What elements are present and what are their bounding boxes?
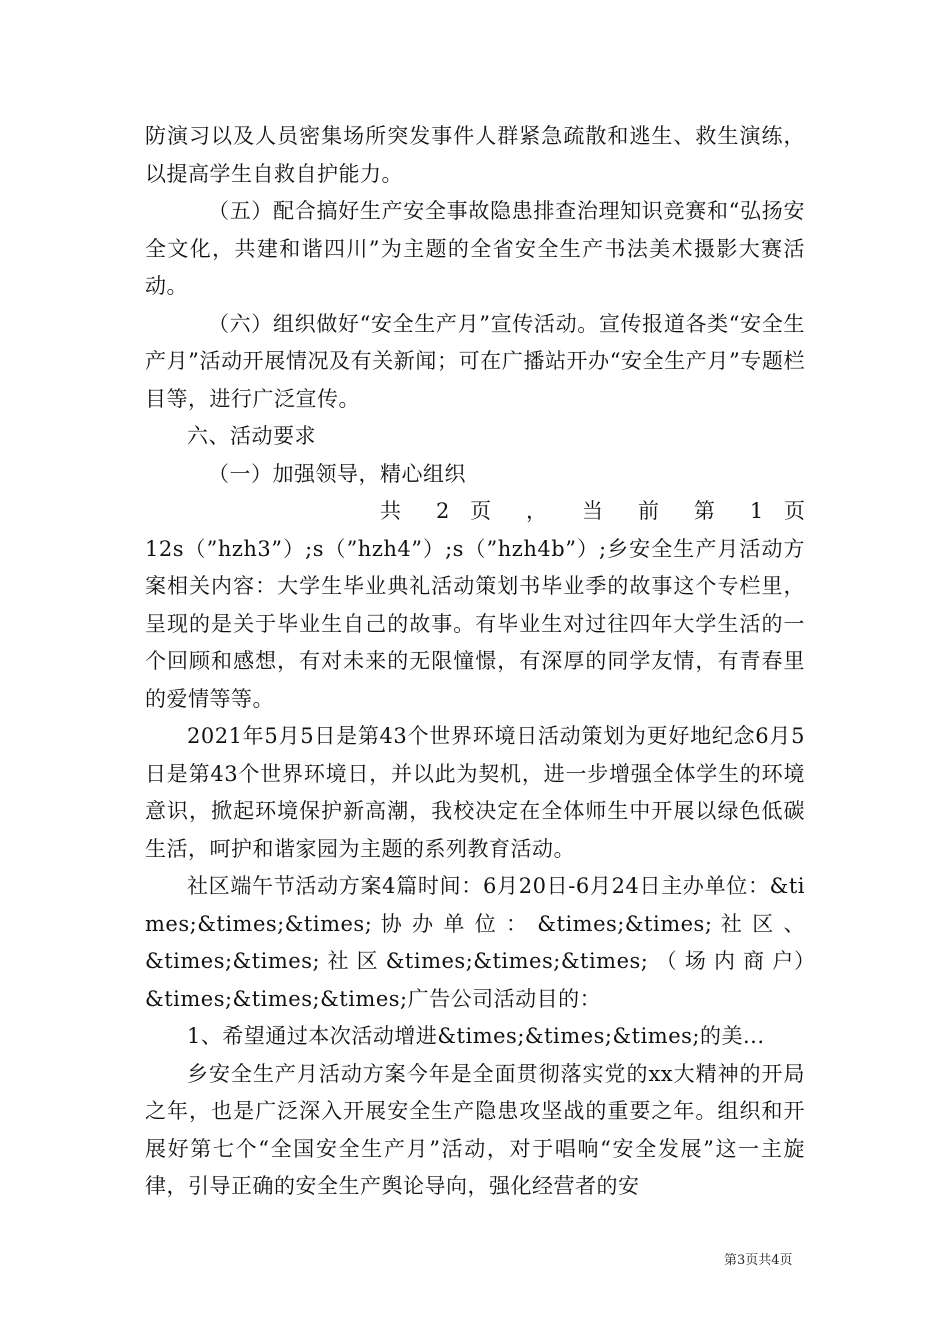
paragraph-environment-day: 2021年5月5日是第43个世界环境日活动策划为更好地纪念6月5日是第43个世界环境日，并以此为契机，进一步增强全体学生的环境意识，掀起环境保护新高潮，我校决定在全体师生中开展以绿色低碳生活，呵护和谐家园为主题的系列教育活动。 bbox=[145, 724, 805, 861]
subheading-leadership: （一）加强领导，精心组织 bbox=[208, 461, 466, 486]
section-heading-requirements: 六、活动要求 bbox=[187, 424, 316, 448]
page-number-footer: 第3页共4页 bbox=[724, 1253, 793, 1268]
paragraph-item-five: （五）配合搞好生产安全事故隐患排查治理知识竞赛和“弘扬安全文化，共建和谐四川”为主题的全省安全生产书法美术摄影大赛活动。 bbox=[145, 199, 805, 298]
paragraph-related-content: 12s（”hzh3”）;s（”hzh4”）;s（”hzh4b”）;乡安全生产月活动方案相关内容：大学生毕业典礼活动策划书毕业季的故事这个专栏里，呈现的是关于毕业生自己的故事。有毕业生对过往四年大学生活的一个回顾和感想，有对未来的无限憧憬，有深厚的同学友情，有青春里的爱情等等。 bbox=[145, 536, 805, 711]
paragraph-safety-month: 乡安全生产月活动方案今年是全面贯彻落实党的xx大精神的开局之年，也是广泛深入开展安全生产隐患攻坚战的重要之年。组织和开展好第七个“全国安全生产月”活动，对于唱响“安全发展”这一主旋律，引导正确的安全生产舆论导向，强化经营者的安 bbox=[145, 1061, 805, 1198]
document-body bbox=[145, 118, 805, 1206]
paragraph-drill: 防演习以及人员密集场所突发事件人群紧急疏散和逃生、救生演练，以提高学生自救自护能力。 bbox=[145, 124, 805, 186]
paragraph-purpose-one: 1、希望通过本次活动增进&times;&times;&times;的美... bbox=[187, 1024, 765, 1048]
page-count-line: 共 2 页 ， 当 前 第 1 页 bbox=[380, 499, 805, 523]
paragraph-dragon-boat: 社区端午节活动方案4篇时间：6月20日-6月24日主办单位：&times;&times;&times; 协 办 单 位 ： &times;&times; 社 区 、 &times;&times; 社 区 &times;&times;&times; （ 场 内 商 户）&times;&times;&times;广告公司活动目的： bbox=[145, 874, 805, 1011]
paragraph-item-six: （六）组织做好“安全生产月”宣传活动。宣传报道各类“安全生产月”活动开展情况及有关新闻；可在广播站开办“安全生产月”专题栏目等，进行广泛宣传。 bbox=[145, 311, 805, 411]
